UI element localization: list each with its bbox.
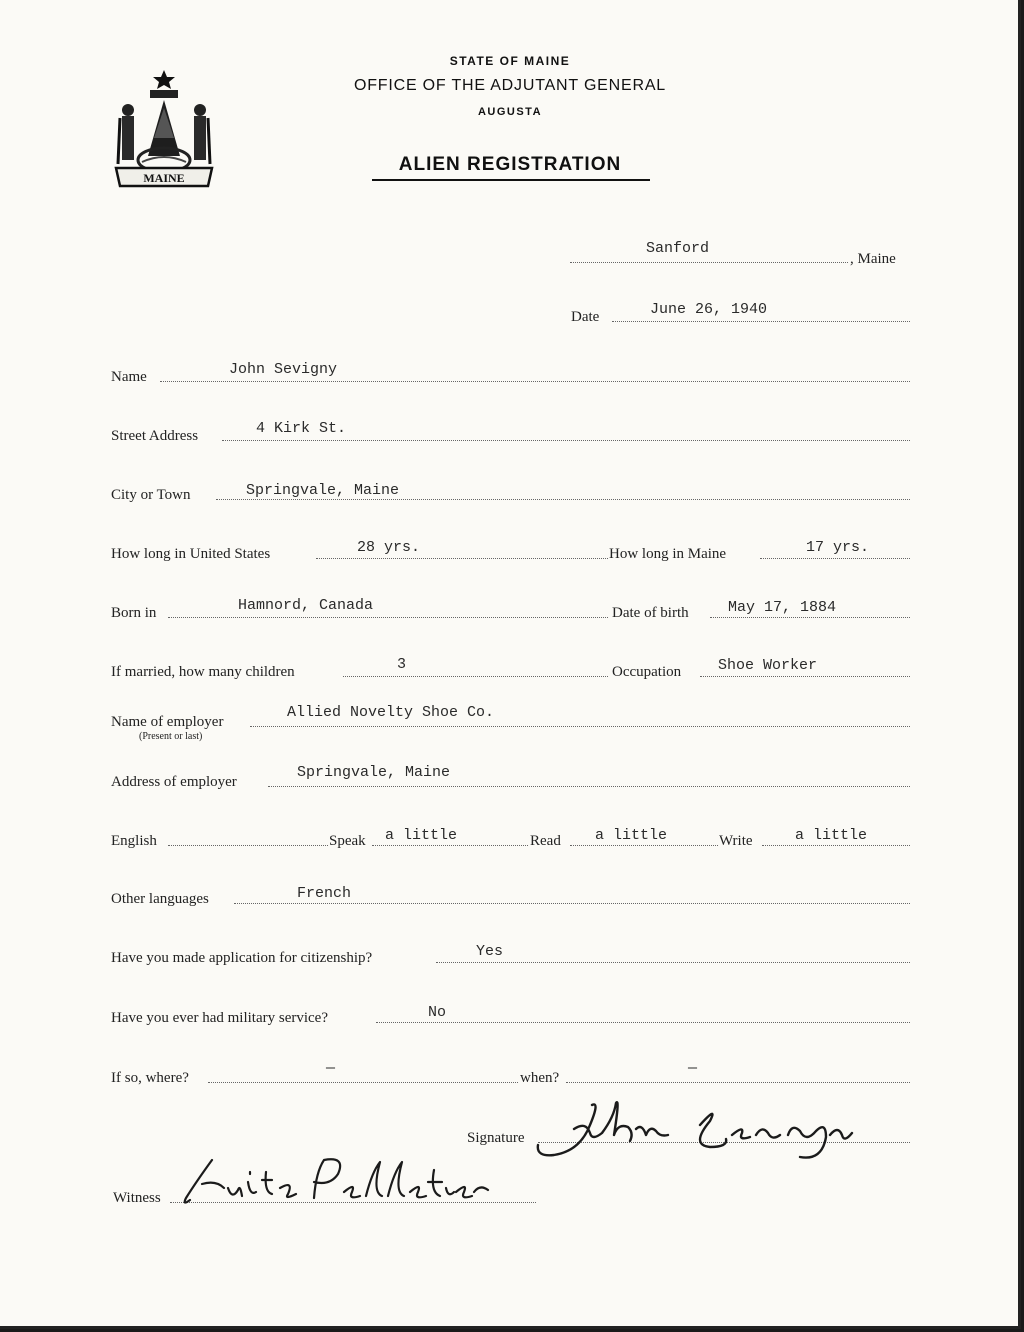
street-line xyxy=(222,440,910,441)
write-line xyxy=(762,845,910,846)
header-office: OFFICE OF THE ADJUTANT GENERAL xyxy=(353,77,667,94)
citizenship-label: Have you made application for citizenship? xyxy=(111,950,373,966)
date-value: June 26, 1940 xyxy=(650,301,768,318)
write-label: Write xyxy=(719,833,753,849)
employer-address-line xyxy=(268,786,910,787)
english-label: English xyxy=(111,833,157,849)
signature-handwriting xyxy=(530,1095,890,1167)
maine-duration-value: 17 yrs. xyxy=(806,539,870,556)
seal-label: MAINE xyxy=(143,171,185,185)
citizenship-value: Yes xyxy=(476,943,504,960)
dob-value: May 17, 1884 xyxy=(728,599,837,616)
read-value: a little xyxy=(595,827,668,844)
place-value: Sanford xyxy=(646,240,710,257)
us-duration-value: 28 yrs. xyxy=(357,539,421,556)
where-value: — xyxy=(326,1060,336,1077)
occupation-value: Shoe Worker xyxy=(718,657,818,674)
other-languages-line xyxy=(234,903,910,904)
title-underline xyxy=(372,179,650,181)
us-duration-line xyxy=(316,558,608,559)
maine-duration-label: How long in Maine xyxy=(609,546,727,562)
born-label: Born in xyxy=(111,605,157,621)
form-title: ALIEN REGISTRATION xyxy=(398,154,622,175)
military-label: Have you ever had military service? xyxy=(111,1010,328,1026)
state-seal-icon xyxy=(112,68,216,196)
us-duration-label: How long in United States xyxy=(111,546,271,562)
maine-duration-line xyxy=(760,558,910,559)
occupation-label: Occupation xyxy=(612,664,682,680)
speak-label: Speak xyxy=(329,833,366,849)
witness-handwriting xyxy=(176,1152,506,1212)
name-value: John Sevigny xyxy=(229,361,338,378)
employer-line xyxy=(250,726,910,727)
city-town-value: Springvale, Maine xyxy=(246,482,400,499)
witness-label: Witness xyxy=(113,1190,161,1206)
street-value: 4 Kirk St. xyxy=(256,420,347,437)
employer-address-label: Address of employer xyxy=(111,774,237,790)
when-label: when? xyxy=(520,1070,560,1086)
when-line xyxy=(566,1082,910,1083)
employer-sublabel: (Present or last) xyxy=(139,731,203,742)
children-line xyxy=(343,676,608,677)
other-languages-label: Other languages xyxy=(111,891,209,907)
citizenship-line xyxy=(436,962,910,963)
city-town-label: City or Town xyxy=(111,487,191,503)
header-state: STATE OF MAINE xyxy=(449,54,571,68)
other-languages-value: French xyxy=(297,885,352,902)
employer-value: Allied Novelty Shoe Co. xyxy=(287,704,495,721)
when-value: — xyxy=(688,1060,698,1077)
where-line xyxy=(208,1082,518,1083)
military-value: No xyxy=(428,1004,447,1021)
write-value: a little xyxy=(795,827,868,844)
dob-label: Date of birth xyxy=(612,605,689,621)
employer-address-value: Springvale, Maine xyxy=(297,764,451,781)
place-line xyxy=(570,262,848,263)
born-line xyxy=(168,617,608,618)
children-label: If married, how many children xyxy=(111,664,295,680)
street-label: Street Address xyxy=(111,428,199,444)
read-label: Read xyxy=(530,833,561,849)
speak-line xyxy=(372,845,528,846)
born-value: Hamnord, Canada xyxy=(238,597,374,614)
name-line xyxy=(160,381,910,382)
city-town-line xyxy=(216,499,910,500)
employer-label: Name of employer xyxy=(111,714,224,730)
read-line xyxy=(570,845,718,846)
speak-value: a little xyxy=(385,827,458,844)
occupation-line xyxy=(700,676,910,677)
where-label: If so, where? xyxy=(111,1070,189,1086)
date-line xyxy=(612,321,910,322)
signature-label: Signature xyxy=(467,1130,525,1146)
dob-line xyxy=(710,617,910,618)
place-suffix: , Maine xyxy=(850,251,896,267)
date-label: Date xyxy=(571,309,600,325)
children-value: 3 xyxy=(397,656,407,673)
military-line xyxy=(376,1022,910,1023)
header-city: AUGUSTA xyxy=(477,106,543,118)
name-label: Name xyxy=(111,369,147,385)
english-line xyxy=(168,845,328,846)
